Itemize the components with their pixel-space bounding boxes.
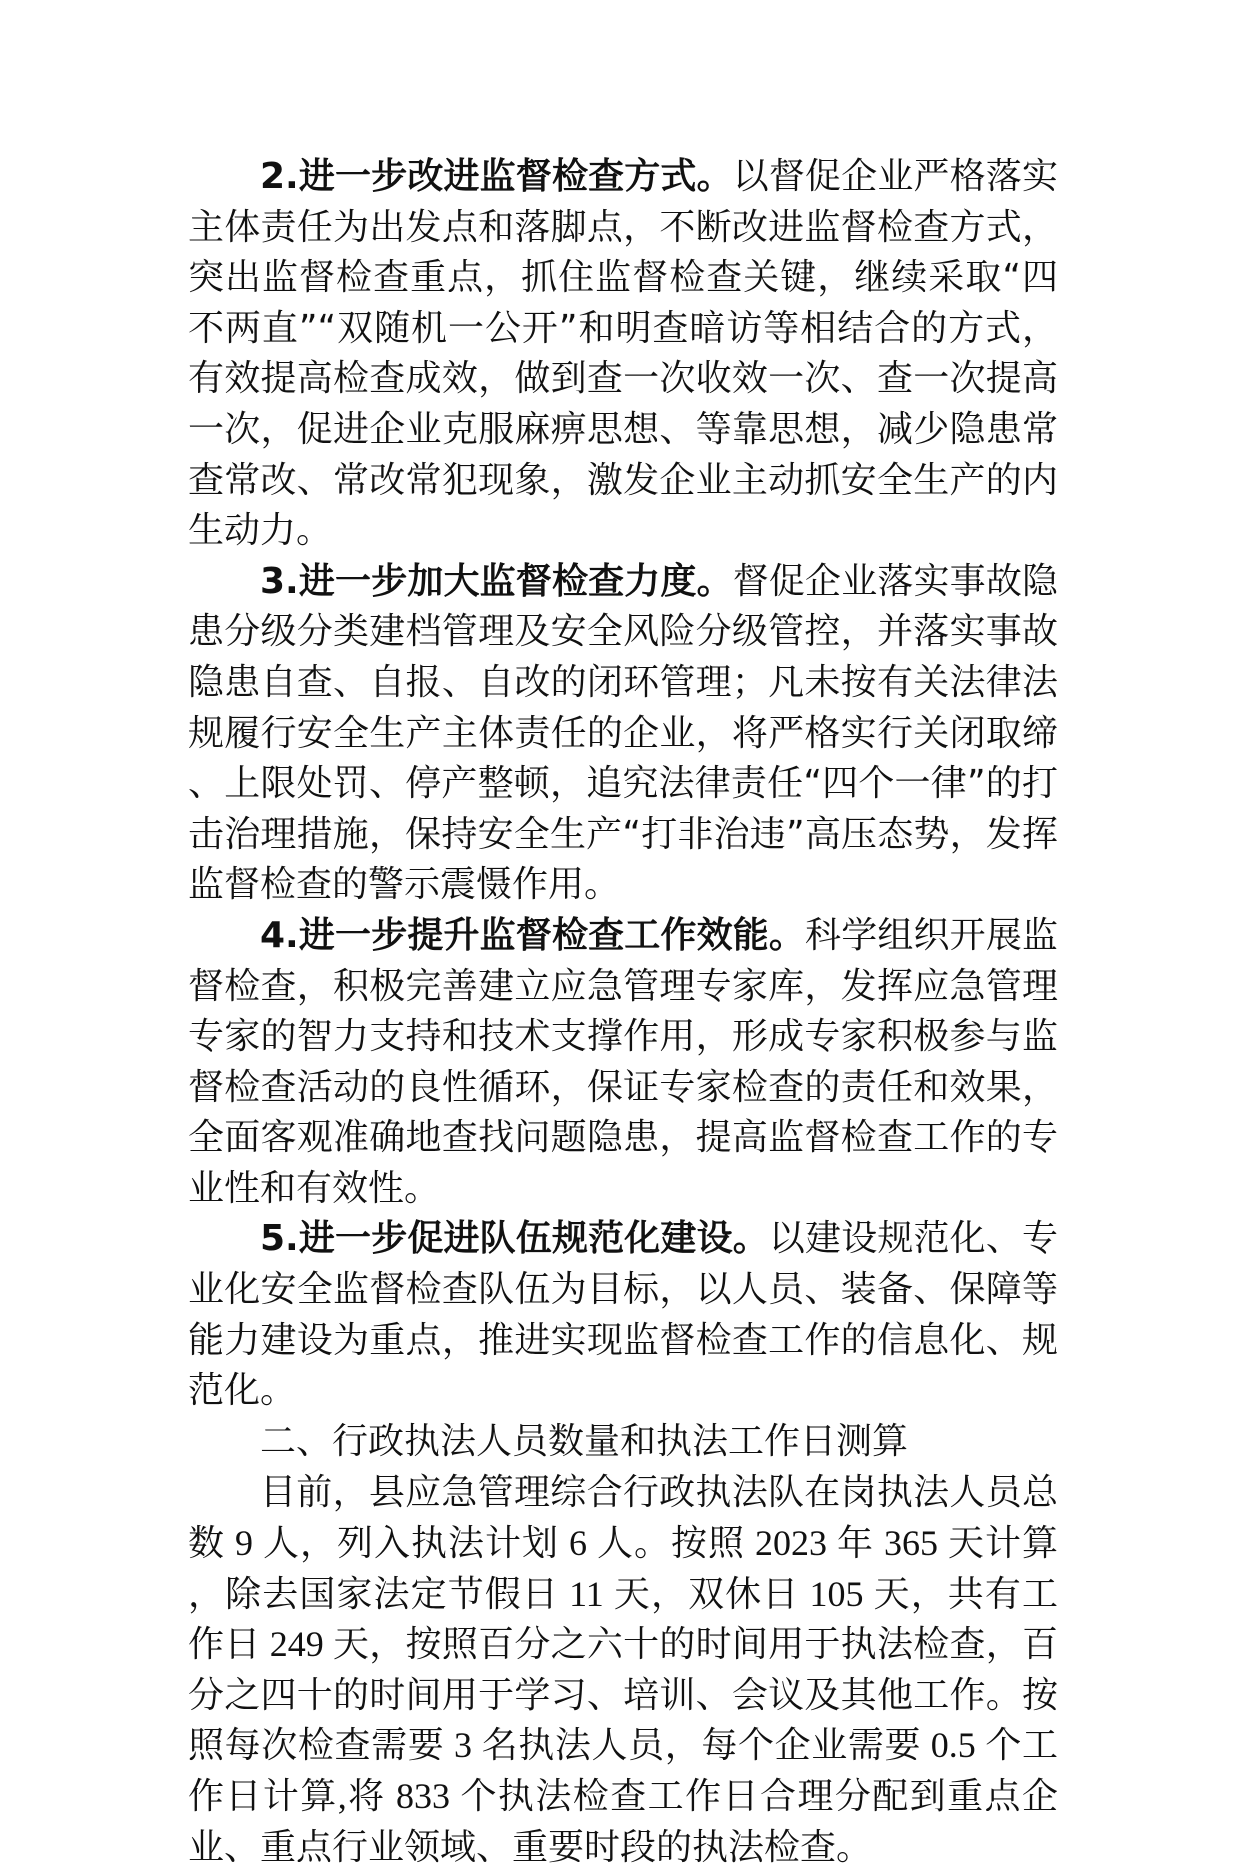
paragraph-lead: 3.进一步加大监督检查力度。 [260, 560, 733, 602]
paragraph-improve-inspection-efficiency [188, 911, 1058, 1215]
document-body [188, 152, 1058, 1872]
paragraph-text: 以建设规范化、专业化安全监督检查队伍为目标，以人员、装备、保障等能力建设为重点，推进实现监督检查工作的信息化、规范化。 [188, 1218, 1058, 1412]
paragraph-staff-and-workday-calculation: 目前，县应急管理综合行政执法队在岗执法人员总数 9 人，列入执法计划 6 人。按照 2023 年 365 天计算，除去国家法定节假日 11 天，双休日 105 天，共有工作日 249 天，按照百分之六十的时间用于执法检查，百分之四十的时间用于学习、培训、会议及其他工作。按照每次检查需要 3 名执法人员，每个企业需要 0.5 个工作日计算,将 833 个执法检查工作日合理分配到重点企业、重点行业领域、重要时段的执法检查。 [188, 1472, 1058, 1867]
paragraph-lead: 2.进一步改进监督检查方式。 [260, 156, 733, 197]
paragraph-text: 科学组织开展监督检查，积极完善建立应急管理专家库，发挥应急管理专家的智力支持和技术支撑作用，形成专家积极参与监督检查活动的良性循环，保证专家检查的责任和效果，全面客观准确地查找问题隐患，提高监督检查工作的专业性和有效性。 [188, 914, 1058, 1209]
paragraph-increase-inspection-intensity [188, 557, 1058, 911]
paragraph-lead: 4.进一步提升监督检查工作效能。 [260, 914, 806, 956]
paragraph-text: 以督促企业严格落实主体责任为出发点和落脚点，不断改进监督检查方式，突出监督检查重点，抓住监督检查关键，继续采取“四不两直”“双随机一公开”和明查暗访等相结合的方式，有效提高检查成效，做到查一次收效一次、查一次提高一次，促进企业克服麻痹思想、等靠思想，减少隐患常查常改、常改常犯现象，激发企业主动抓安全生产的内生动力。 [188, 156, 1058, 552]
paragraph-improve-inspection-methods [188, 152, 1058, 557]
paragraph-team-standardization [188, 1214, 1058, 1416]
paragraph-lead: 5.进一步促进队伍规范化建设。 [260, 1218, 769, 1260]
section-heading: 二、行政执法人员数量和执法工作日测算 [260, 1420, 909, 1462]
paragraph-text: 督促企业落实事故隐患分级分类建档管理及安全风险分级管控，并落实事故隐患自查、自报、自改的闭环管理；凡未按有关法律法规履行安全生产主体责任的企业，将严格实行关闭取缔、上限处罚、停产整顿，追究法律责任“四个一律”的打击治理措施，保持安全生产“打非治违”高压态势，发挥监督检查的警示震慑作用。 [188, 560, 1058, 906]
